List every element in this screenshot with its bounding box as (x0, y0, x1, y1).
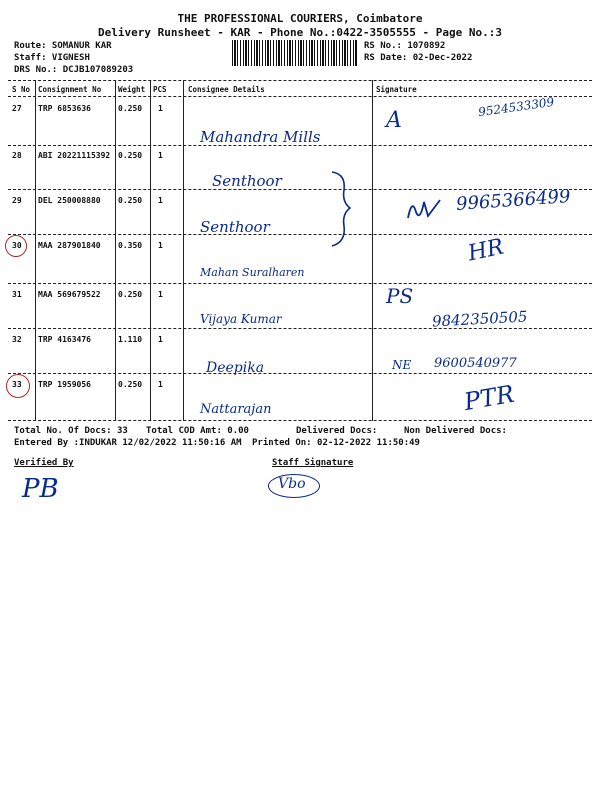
row-rule (8, 283, 592, 284)
row-phone: 9524533309 (477, 94, 555, 120)
row-signature: PS (386, 284, 414, 308)
delivered-docs: Delivered Docs: (296, 426, 378, 436)
total-docs: Total No. Of Docs: 33 (14, 426, 128, 436)
row-signature: PTR (461, 379, 517, 417)
row-weight: 0.250 (118, 196, 143, 205)
row-signature: NE (392, 358, 412, 372)
row-rule (8, 234, 592, 235)
non-delivered-docs: Non Delivered Docs: (404, 426, 507, 436)
company-title: THE PROFESSIONAL COURIERS, Coimbatore (177, 12, 423, 25)
total-cod: Total COD Amt: 0.00 (146, 426, 249, 436)
row-consignment: MAA 569679522 (38, 290, 101, 299)
signature-scribble (404, 192, 444, 224)
table-header-rule (8, 96, 592, 97)
row-consignment: ABI 20221115392 (38, 151, 111, 160)
row-sno: 30 (12, 241, 22, 250)
col-signature: Signature (376, 85, 417, 94)
drs-number: DRS No.: DCJB107089203 (14, 65, 134, 75)
row-consignee: Deepika (206, 360, 265, 376)
row-phone: 9965366499 (455, 186, 572, 215)
col-consignee: Consignee Details (188, 85, 265, 94)
row-sno: 31 (12, 290, 22, 299)
row-consignment: TRP 6853636 (38, 104, 91, 113)
row-signature: HR (465, 234, 506, 267)
staff-signature-label: Staff Signature (272, 458, 354, 468)
row-rule (8, 373, 592, 374)
printed-on: Printed On: 02-12-2022 11:50:49 (252, 438, 420, 448)
table-top-rule (8, 80, 592, 81)
row-consignee: Senthoor (200, 218, 270, 236)
row-weight: 0.250 (118, 290, 143, 299)
row-weight: 0.250 (118, 104, 143, 113)
col-divider (372, 80, 373, 421)
verified-signature: PB (22, 474, 59, 504)
row-pcs: 1 (158, 380, 163, 389)
red-circle-mark (5, 235, 27, 257)
row-pcs: 1 (158, 290, 163, 299)
verified-by-label: Verified By (14, 458, 74, 468)
row-consignment: TRP 1959056 (38, 380, 91, 389)
col-divider (115, 80, 116, 421)
row-weight: 0.250 (118, 380, 143, 389)
row-sno: 33 (12, 380, 22, 389)
row-weight: 0.350 (118, 241, 143, 250)
col-divider (150, 80, 151, 421)
col-divider (183, 80, 184, 421)
entered-by: Entered By :INDUKAR 12/02/2022 11:50:16 AM (14, 438, 242, 448)
runsheet-subtitle: Delivery Runsheet - KAR - Phone No.:0422-3505555 - Page No.:3 (98, 26, 502, 39)
row-consignment: MAA 287901840 (38, 241, 101, 250)
red-circle-mark (6, 374, 30, 398)
row-pcs: 1 (158, 196, 163, 205)
route-label: Route: SOMANUR KAR (14, 41, 112, 51)
col-weight: Weight (118, 85, 146, 94)
row-consignment: TRP 4163476 (38, 335, 91, 344)
barcode-image (232, 40, 358, 66)
table-bottom-rule (8, 420, 592, 421)
rs-date: RS Date: 02-Dec-2022 (364, 53, 473, 63)
rs-number: RS No.: 1070892 (364, 41, 446, 51)
row-rule (8, 145, 592, 146)
row-sno: 29 (12, 196, 22, 205)
row-consignee: Nattarajan (200, 402, 272, 417)
col-consignment: Consignment No (38, 85, 102, 94)
col-divider (35, 80, 36, 421)
row-consignee: Senthoor (212, 172, 282, 190)
row-consignee: Vijaya Kumar (200, 312, 282, 326)
row-sno: 32 (12, 335, 22, 344)
row-pcs: 1 (158, 335, 163, 344)
col-sno: S No (12, 85, 31, 94)
staff-signature: Vbo (278, 476, 306, 492)
row-weight: 1.110 (118, 335, 143, 344)
staff-label: Staff: VIGNESH (14, 53, 90, 63)
row-sno: 28 (12, 151, 22, 160)
row-rule (8, 328, 592, 329)
row-pcs: 1 (158, 241, 163, 250)
row-pcs: 1 (158, 151, 163, 160)
row-consignee: Mahandra Mills (200, 128, 321, 146)
row-consignee: Mahan Suralharen (200, 266, 305, 279)
row-pcs: 1 (158, 104, 163, 113)
row-sno: 27 (12, 104, 22, 113)
row-weight: 0.250 (118, 151, 143, 160)
bracket-mark (328, 168, 358, 250)
row-phone: 9600540977 (434, 356, 517, 371)
row-consignment: DEL 250008880 (38, 196, 101, 205)
row-phone: 9842350505 (431, 307, 528, 331)
row-signature: A (386, 108, 402, 133)
col-pcs: PCS (153, 85, 167, 94)
